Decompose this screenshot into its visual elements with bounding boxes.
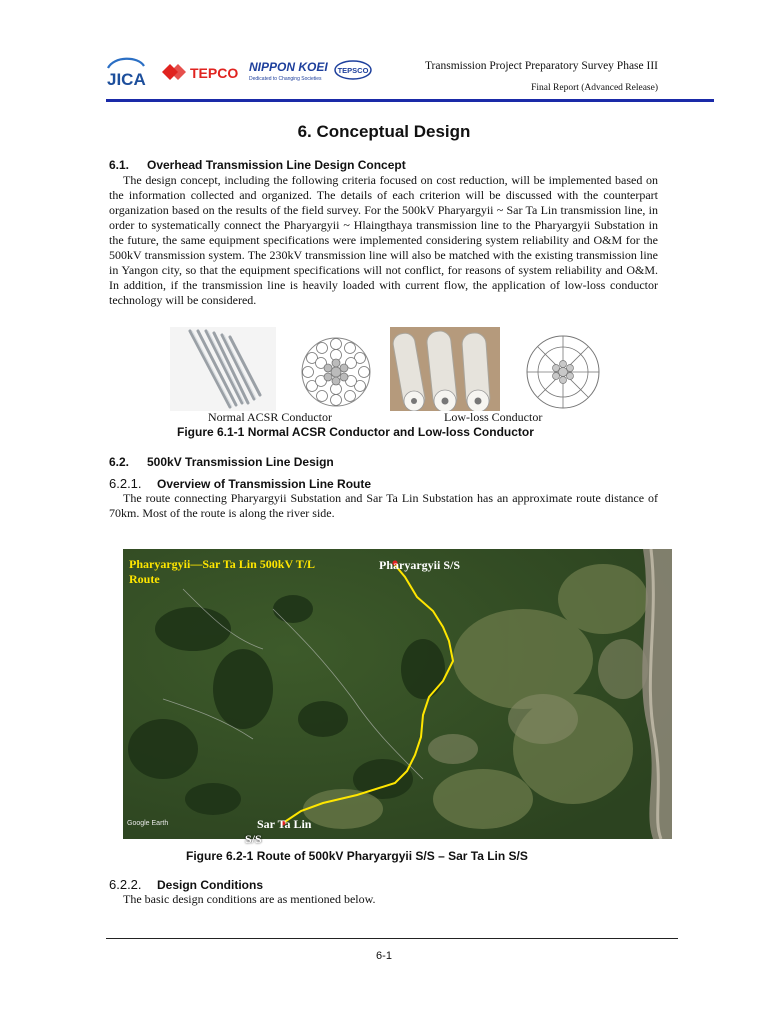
section-title: Overview of Transmission Line Route bbox=[157, 477, 372, 491]
section-6-2-1-body: The route connecting Pharyargyii Substation and Sar Ta Lin Substation has an approximate route distance of 70km. Most of the route is along the river side. bbox=[109, 491, 658, 520]
section-number: 6.2.2. bbox=[109, 877, 142, 892]
page-number: 6-1 bbox=[376, 950, 392, 962]
figure-6-1-1-caption: Figure 6.1-1 Normal ACSR Conductor and Low-loss Conductor bbox=[177, 425, 534, 439]
sar-ta-lin-ss-label-line2: S/S bbox=[245, 832, 262, 846]
jica-logo-text: JICA bbox=[107, 70, 146, 89]
section-number: 6.2.1. bbox=[109, 476, 142, 491]
route-label-line1: Pharyargyii—Sar Ta Lin 500kV T/L bbox=[129, 557, 316, 571]
route-satellite-map bbox=[123, 549, 672, 839]
sar-ta-lin-ss-label bbox=[257, 817, 311, 832]
tepco-logo-text: TEPCO bbox=[190, 65, 239, 81]
nippon-koei-logo bbox=[249, 58, 329, 84]
section-title: 500kV Transmission Line Design bbox=[147, 455, 334, 469]
section-6-2-heading bbox=[109, 455, 334, 469]
sar-ta-lin-ss-label-line1: Sar Ta Lin bbox=[257, 817, 312, 831]
pharyargyii-ss-label: Pharyargyii S/S bbox=[379, 558, 461, 572]
section-number: 6.1. bbox=[109, 158, 130, 172]
chapter-title: 6. Conceptual Design bbox=[297, 122, 471, 141]
google-earth-watermark: Google Earth bbox=[127, 820, 169, 827]
tepsco-logo bbox=[333, 58, 373, 82]
section-title: Overhead Transmission Line Design Concept bbox=[147, 158, 406, 172]
section-6-1-heading bbox=[109, 158, 406, 172]
section-6-2-1-heading bbox=[109, 476, 371, 491]
figure-6-2-1-caption: Figure 6.2-1 Route of 500kV Pharyargyii S/S – Sar Ta Lin S/S bbox=[186, 849, 528, 863]
tepco-logo bbox=[160, 60, 242, 84]
tepsco-logo-text: TEPSCO bbox=[337, 66, 369, 75]
header-report-title: Final Report (Advanced Release) bbox=[531, 83, 658, 93]
route-label-line2: Route bbox=[129, 572, 160, 586]
figure-label-low-loss: Low-loss Conductor bbox=[444, 410, 543, 424]
acsr-cross-section-diagram bbox=[300, 336, 372, 408]
low-loss-cross-section-diagram bbox=[525, 334, 601, 410]
figure-label-acsr: Normal ACSR Conductor bbox=[208, 410, 333, 424]
header-project-title: Transmission Project Preparatory Survey Phase III bbox=[424, 60, 658, 72]
jica-logo bbox=[104, 54, 146, 90]
section-title: Design Conditions bbox=[157, 878, 263, 892]
section-6-2-2-body: The basic design conditions are as mentioned below. bbox=[123, 892, 376, 906]
low-loss-conductor-photo bbox=[390, 327, 500, 411]
acsr-conductor-photo bbox=[170, 327, 276, 411]
footer-rule bbox=[106, 938, 678, 939]
nippon-koei-logo-text: NIPPON KOEI bbox=[249, 60, 328, 74]
nippon-koei-tagline: Dedicated to Changing Societies bbox=[249, 76, 322, 82]
route-label bbox=[129, 557, 315, 587]
section-6-2-2-heading bbox=[109, 877, 263, 892]
section-number: 6.2. bbox=[109, 455, 130, 469]
header-rule bbox=[106, 99, 714, 102]
section-6-1-body: The design concept, including the following criteria focused on cost reduction, will be implemented based on the information collected and organized. The details of each criterion will be discussed with the counterpart organization based on the results of the field survey. For the 500kV Pharyargyii ~ Sar Ta Lin transmission line, in order to systematically connect the Pharyargyii ~ Hlaingthaya transmission line to the Pharyargyii Substation in the future, the same equipment specifications were implemented considering system reliability and O&M for the 500kV transmission system. The 230kV transmission line will also be matched with the existing transmission line in Yangon city, so that the equipment specifications will not conflict, for reasons of system reliability and O&M. In addition, if the transmission line is heavily loaded with current flow, the application of low-loss conductor technology will be considered. bbox=[109, 173, 658, 307]
